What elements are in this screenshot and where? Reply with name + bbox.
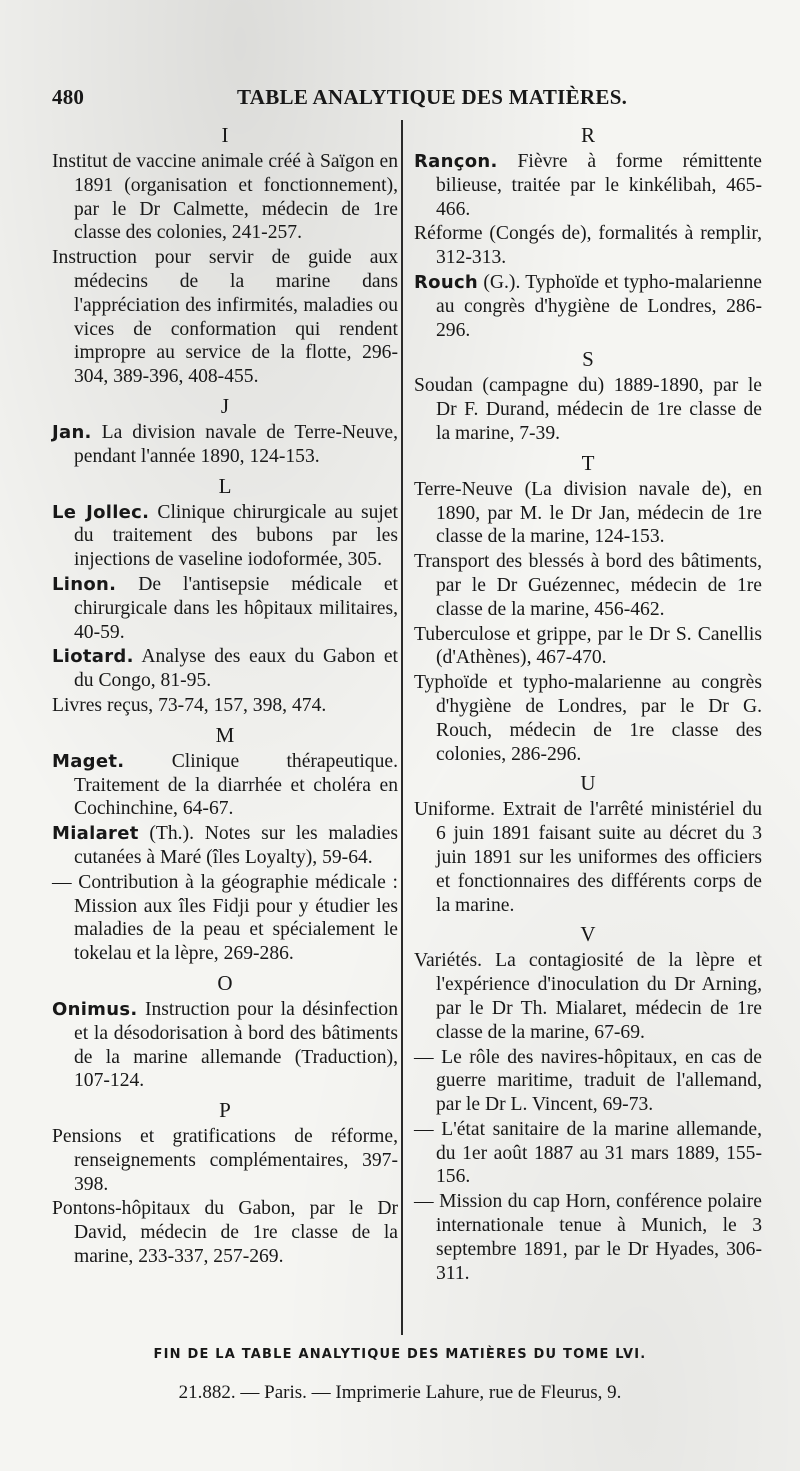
entry-text: (G.). Typhoïde et typho-malarienne au congrès d'hygiène de Londres, 286-296. [436,271,762,341]
section-letter: T [581,450,595,475]
index-entry [52,501,398,572]
index-entry [414,150,762,221]
index-entry [52,871,398,966]
entry-text: Instruction pour servir de guide aux médecins de la marine dans l'appréciation des infirmités, maladies ou vices de conformation qui rendent impropre au service de la flotte, 296-304, 389-396, 408-455. [52,247,398,388]
section-letter: L [218,473,232,498]
section-letter: P [219,1098,231,1123]
index-entry [414,550,762,621]
index-entry [414,271,762,342]
entry-author: Rançon. [414,151,498,172]
index-entry [414,374,762,445]
entry-text: Instruction pour la désinfection et la désodorisation à bord des bâtiments de la marine allemande (Traduction), 107-124. [74,998,398,1092]
index-entry [52,421,398,469]
entry-text: Tuberculose et grippe, par le Dr S. Canellis (d'Athènes), 467-470. [414,623,762,669]
running-header [52,85,748,111]
section-letter: M [215,722,235,747]
entry-text: Terre-Neuve (La division navale de), en 1890, par M. le Dr Jan, médecin de 1re classe de la marine, 124-153. [414,478,762,548]
index-entry [414,478,762,549]
index-entry [414,1046,762,1117]
index-entry [52,998,398,1093]
entry-author: Onimus. [52,998,138,1020]
section-letter: S [582,347,594,372]
entry-author: Rouch [414,271,479,293]
index-entry [52,1197,398,1268]
entry-text: Réforme (Congés de), formalités à remplir, 312-313. [414,223,762,269]
entry-author: Liotard. [52,646,134,668]
section-letter: I [221,123,229,147]
entry-text: — L'état sanitaire de la marine allemande, du 1er août 1887 au 31 mars 1889, 155-156. [414,1118,762,1188]
page-number: 480 [52,85,85,109]
section-letter: O [217,970,233,995]
entry-author: Maget. [52,750,125,772]
entry-author: Linon. [52,573,117,595]
index-entry [52,822,398,870]
entry-text: Clinique thérapeutique. Traitement de la diarrhée et choléra en Cochinchine, 64-67. [74,750,398,820]
entry-text: Transport des blessés à bord des bâtiments, par le Dr Guézennec, médecin de 1re classe de la marine, 456-462. [414,551,762,620]
entry-text: Pensions et gratifications de réforme, renseignements complémentaires, 397-398. [52,1126,398,1195]
index-entry [52,246,398,389]
page-title: TABLE ANALYTIQUE DES MATIÈRES. [237,85,628,109]
section-letter: J [220,393,230,418]
entry-text: Institut de vaccine animale créé à Saïgon en 1891 (organisation et fonctionnement), par le Dr Calmette, médecin de 1re classe des colonies, 241-257. [52,151,398,244]
index-entry [52,694,398,718]
index-entry [52,750,398,821]
section-letter: U [580,771,596,796]
index-column-left [52,118,398,1270]
entry-text: Analyse des eaux du Gabon et du Congo, 81-95. [74,646,398,692]
index-entry [414,949,762,1044]
index-entry [414,798,762,917]
index-entry [414,1190,762,1285]
entry-text: Uniforme. Extrait de l'arrêté ministériel du 6 juin 1891 faisant suite au décret du 3 juin 1891 sur les uniformes des officiers et fonctionnaires des différents corps de la marine. [414,799,762,916]
entry-text: La division navale de Terre-Neuve, pendant l'année 1890, 124-153. [74,421,398,467]
index-entry [52,1125,398,1196]
entry-author: Mialaret [52,823,139,845]
entry-text: Livres reçus, 73-74, 157, 398, 474. [52,694,327,716]
entry-text: — Contribution à la géographie médicale : Mission aux îles Fidji pour y étudier les maladies de la peau et spécialement le tokelau et la lèpre, 269-286. [52,871,398,965]
entry-text: Pontons-hôpitaux du Gabon, par le Dr David, médecin de 1re classe de la marine, 233-337, 257-269. [52,1198,398,1268]
entry-text: Soudan (campagne du) 1889-1890, par le Dr F. Durand, médecin de 1re classe de la marine, 7-39. [414,375,762,444]
entry-text: Typhoïde et typho-malarienne au congrès d'hygiène de Londres, par le Dr G. Rouch, médecin de 1re classe des colonies, 286-296. [414,672,762,765]
index-entry [52,150,398,245]
section-letter: R [580,123,595,147]
index-entry [414,623,762,671]
entry-text: Variétés. La contagiosité de la lèpre et l'expérience d'inoculation du Dr Arning, par le Dr Th. Mialaret, médecin de 1re classe de la marine, 67-69. [414,950,762,1043]
entry-text: — Le rôle des navires-hôpitaux, en cas de guerre maritime, traduit de l'allemand, par le Dr L. Vincent, 69-73. [414,1046,762,1116]
index-entry [52,573,398,644]
section-letter: V [580,922,596,947]
entry-text: — Mission du cap Horn, conférence polaire internationale tenue à Munich, le 3 septembre 1891, par le Dr Hyades, 306-311. [414,1191,762,1284]
index-entry [414,222,762,270]
entry-author: Jan. [52,421,92,443]
entry-text: De l'antisepsie médicale et chirurgicale dans les hôpitaux militaires, 40-59. [74,573,398,643]
entry-text: Clinique chirurgicale au sujet du traitement des bubons par les injections de vaseline iodoformée, 305. [74,501,398,571]
entry-text: (Th.). Notes sur les maladies cutanées à Maré (îles Loyalty), 59-64. [74,823,398,868]
end-of-table-note: FIN DE LA TABLE ANALYTIQUE DES MATIÈRES DU TOME LVI. [153,1347,647,1362]
index-entry [414,671,762,766]
printer-imprint: 21.882. — Paris. — Imprimerie Lahure, rue de Fleurus, 9. [178,1382,622,1403]
entry-author: Le Jollec. [52,501,150,523]
index-column-right [414,118,762,1286]
index-entry [52,645,398,693]
index-entry [414,1118,762,1189]
column-divider [401,120,403,1335]
entry-text: Fièvre à forme rémittente bilieuse, traitée par le kinkélibah, 465-466. [436,151,762,220]
